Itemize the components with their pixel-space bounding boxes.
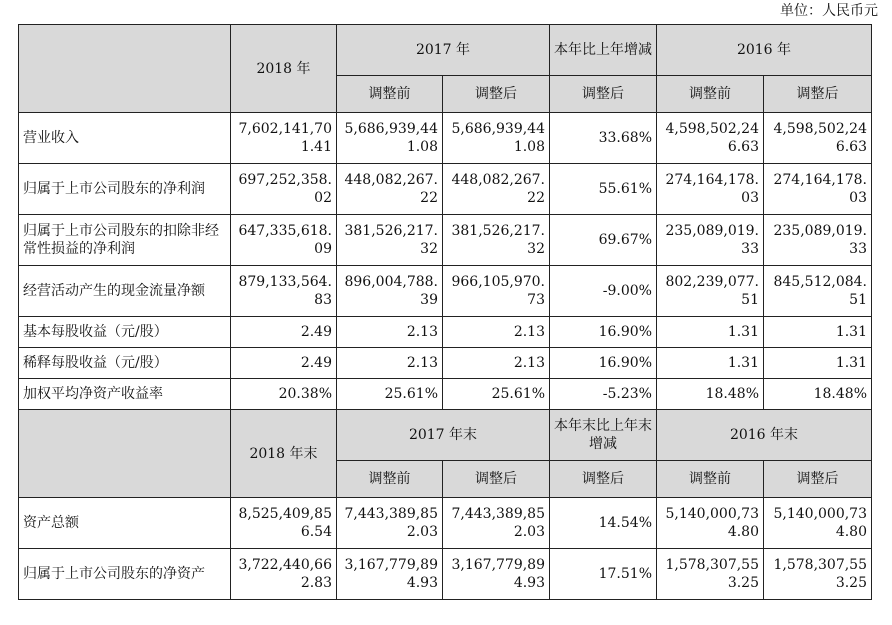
subheader-2017-before: 调整前	[337, 461, 443, 498]
cell-2017-after: 966,105,970.73	[443, 266, 550, 317]
cell-2018: 879,133,564.83	[231, 266, 337, 317]
table-row	[19, 164, 872, 215]
cell-2016-before: 1.31	[657, 317, 764, 348]
table-row	[19, 113, 872, 164]
cell-2016-after: 1.31	[764, 348, 872, 379]
cell-2018: 697,252,358.02	[231, 164, 337, 215]
table-row	[19, 215, 872, 266]
cell-change: 69.67%	[550, 215, 657, 266]
cell-2017-before: 896,004,788.39	[337, 266, 443, 317]
cell-2016-after: 18.48%	[764, 379, 872, 410]
header-2017-end: 2017 年末	[337, 410, 550, 461]
cell-2016-before: 18.48%	[657, 379, 764, 410]
header-row	[19, 410, 872, 461]
subheader-change-after: 调整后	[550, 76, 657, 113]
cell-2016-before: 274,164,178.03	[657, 164, 764, 215]
cell-2016-before: 802,239,077.51	[657, 266, 764, 317]
cell-2017-before: 3,167,779,894.93	[337, 549, 443, 600]
header-change-end: 本年末比上年末增减	[550, 410, 657, 461]
subheader-2017-before: 调整前	[337, 76, 443, 113]
header-2017: 2017 年	[337, 25, 550, 76]
cell-change: 16.90%	[550, 317, 657, 348]
cell-2017-before: 7,443,389,852.03	[337, 498, 443, 549]
cell-change: 16.90%	[550, 348, 657, 379]
subheader-2016-after: 调整后	[764, 76, 872, 113]
table-row	[19, 317, 872, 348]
subheader-2016-before: 调整前	[657, 461, 764, 498]
header-blank-cell	[19, 410, 231, 498]
cell-2017-before: 2.13	[337, 317, 443, 348]
cell-change: 14.54%	[550, 498, 657, 549]
cell-2016-before: 1.31	[657, 348, 764, 379]
table-row	[19, 498, 872, 549]
cell-change: 55.61%	[550, 164, 657, 215]
cell-2017-after: 25.61%	[443, 379, 550, 410]
cell-2018: 8,525,409,856.54	[231, 498, 337, 549]
row-label: 营业收入	[19, 113, 231, 164]
header-2018: 2018 年	[231, 25, 337, 113]
header-2018-end: 2018 年末	[231, 410, 337, 498]
cell-2016-after: 274,164,178.03	[764, 164, 872, 215]
cell-2016-before: 235,089,019.33	[657, 215, 764, 266]
table-row	[19, 266, 872, 317]
cell-change: -5.23%	[550, 379, 657, 410]
cell-2016-after: 235,089,019.33	[764, 215, 872, 266]
cell-2017-after: 5,686,939,441.08	[443, 113, 550, 164]
table-row	[19, 379, 872, 410]
subheader-2016-after: 调整后	[764, 461, 872, 498]
cell-change: 17.51%	[550, 549, 657, 600]
row-label: 经营活动产生的现金流量净额	[19, 266, 231, 317]
cell-2018: 3,722,440,662.83	[231, 549, 337, 600]
cell-2018: 20.38%	[231, 379, 337, 410]
row-label: 资产总额	[19, 498, 231, 549]
row-label: 稀释每股收益（元/股）	[19, 348, 231, 379]
header-blank-cell	[19, 25, 231, 113]
cell-2017-before: 381,526,217.32	[337, 215, 443, 266]
cell-2017-after: 381,526,217.32	[443, 215, 550, 266]
cell-2017-after: 2.13	[443, 317, 550, 348]
row-label: 加权平均净资产收益率	[19, 379, 231, 410]
cell-2016-before: 1,578,307,553.25	[657, 549, 764, 600]
cell-2018: 647,335,618.09	[231, 215, 337, 266]
cell-2016-after: 1.31	[764, 317, 872, 348]
cell-2017-after: 2.13	[443, 348, 550, 379]
cell-2017-after: 7,443,389,852.03	[443, 498, 550, 549]
table-row	[19, 348, 872, 379]
row-label: 基本每股收益（元/股）	[19, 317, 231, 348]
cell-2016-after: 845,512,084.51	[764, 266, 872, 317]
cell-2016-after: 5,140,000,734.80	[764, 498, 872, 549]
header-change: 本年比上年增减	[550, 25, 657, 76]
row-label: 归属于上市公司股东的净利润	[19, 164, 231, 215]
subheader-2017-after: 调整后	[443, 461, 550, 498]
unit-label: 单位：人民币元	[780, 3, 878, 19]
cell-2016-after: 1,578,307,553.25	[764, 549, 872, 600]
cell-2017-before: 5,686,939,441.08	[337, 113, 443, 164]
cell-2016-before: 4,598,502,246.63	[657, 113, 764, 164]
cell-change: 33.68%	[550, 113, 657, 164]
row-label: 归属于上市公司股东的扣除非经常性损益的净利润	[19, 215, 231, 266]
header-2016-end: 2016 年末	[657, 410, 872, 461]
cell-2017-before: 2.13	[337, 348, 443, 379]
cell-2017-before: 448,082,267.22	[337, 164, 443, 215]
cell-2017-after: 448,082,267.22	[443, 164, 550, 215]
subheader-2017-after: 调整后	[443, 76, 550, 113]
cell-2016-before: 5,140,000,734.80	[657, 498, 764, 549]
header-row	[19, 25, 872, 76]
row-label: 归属于上市公司股东的净资产	[19, 549, 231, 600]
cell-2017-before: 25.61%	[337, 379, 443, 410]
cell-change: -9.00%	[550, 266, 657, 317]
header-2016: 2016 年	[657, 25, 872, 76]
cell-2018: 2.49	[231, 348, 337, 379]
financial-table	[18, 24, 872, 600]
cell-2017-after: 3,167,779,894.93	[443, 549, 550, 600]
cell-2016-after: 4,598,502,246.63	[764, 113, 872, 164]
subheader-2016-before: 调整前	[657, 76, 764, 113]
table-row	[19, 549, 872, 600]
cell-2018: 7,602,141,701.41	[231, 113, 337, 164]
subheader-change-after: 调整后	[550, 461, 657, 498]
cell-2018: 2.49	[231, 317, 337, 348]
